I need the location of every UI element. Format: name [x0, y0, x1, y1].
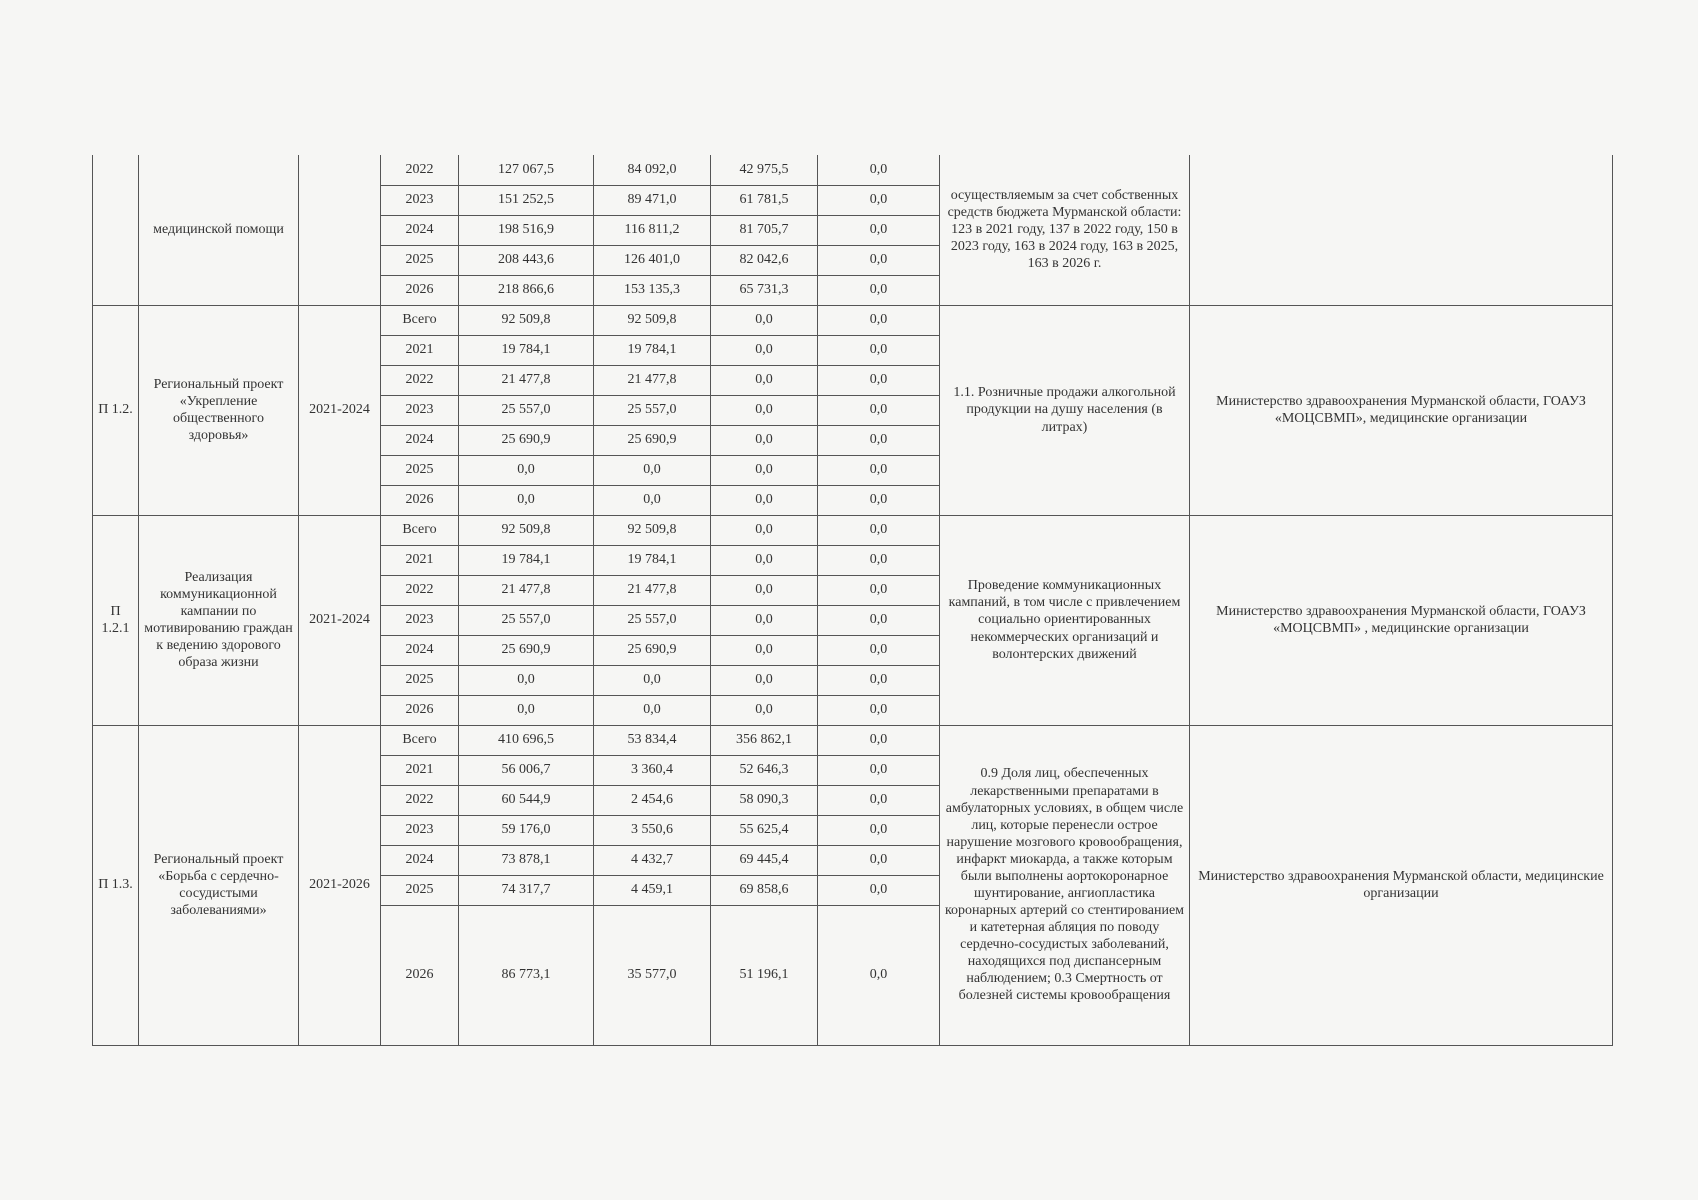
year-cell: 2022 [381, 785, 459, 815]
other-sources-cell: 0,0 [818, 365, 940, 395]
total-cell: 410 696,5 [459, 725, 594, 755]
federal-budget-cell: 42 975,5 [711, 155, 818, 185]
other-sources-cell: 0,0 [818, 545, 940, 575]
federal-budget-cell: 55 625,4 [711, 815, 818, 845]
period-cell: 2021-2024 [299, 305, 381, 515]
total-cell: 21 477,8 [459, 575, 594, 605]
federal-budget-cell: 0,0 [711, 425, 818, 455]
item-name-cell: Реализация коммуникационной кампании по мотивированию граждан к ведению здорового образа жизни [139, 515, 299, 725]
executor-cell: Министерство здравоохранения Мурманской области, ГОАУЗ «МОЦСВМП» , медицинские организации [1190, 515, 1613, 725]
other-sources-cell: 0,0 [818, 725, 940, 755]
executor-cell: Министерство здравоохранения Мурманской области, ГОАУЗ «МОЦСВМП», медицинские организации [1190, 305, 1613, 515]
regional-budget-cell: 0,0 [594, 695, 711, 725]
regional-budget-cell: 153 135,3 [594, 275, 711, 305]
total-cell: 25 557,0 [459, 605, 594, 635]
regional-budget-cell: 92 509,8 [594, 305, 711, 335]
other-sources-cell: 0,0 [818, 215, 940, 245]
year-cell: 2021 [381, 755, 459, 785]
year-cell: 2025 [381, 245, 459, 275]
table-row [93, 155, 1613, 185]
year-cell: 2024 [381, 845, 459, 875]
year-cell: 2023 [381, 395, 459, 425]
year-cell: 2022 [381, 155, 459, 185]
period-cell: 2021-2024 [299, 515, 381, 725]
item-number-cell: П 1.2. [93, 305, 139, 515]
regional-budget-cell: 3 550,6 [594, 815, 711, 845]
other-sources-cell: 0,0 [818, 635, 940, 665]
year-cell: 2022 [381, 365, 459, 395]
total-cell: 0,0 [459, 665, 594, 695]
other-sources-cell: 0,0 [818, 185, 940, 215]
program-table [92, 155, 1613, 1046]
other-sources-cell: 0,0 [818, 815, 940, 845]
other-sources-cell: 0,0 [818, 395, 940, 425]
executor-cell [1190, 155, 1613, 305]
federal-budget-cell: 0,0 [711, 605, 818, 635]
total-cell: 19 784,1 [459, 545, 594, 575]
year-cell: Всего [381, 305, 459, 335]
total-cell: 208 443,6 [459, 245, 594, 275]
other-sources-cell: 0,0 [818, 515, 940, 545]
federal-budget-cell: 65 731,3 [711, 275, 818, 305]
other-sources-cell: 0,0 [818, 305, 940, 335]
federal-budget-cell: 0,0 [711, 575, 818, 605]
other-sources-cell: 0,0 [818, 575, 940, 605]
indicator-cell: 1.1. Розничные продажи алкогольной продукции на душу населения (в литрах) [940, 305, 1190, 515]
federal-budget-cell: 0,0 [711, 515, 818, 545]
total-cell: 21 477,8 [459, 365, 594, 395]
federal-budget-cell: 0,0 [711, 395, 818, 425]
federal-budget-cell: 69 858,6 [711, 875, 818, 905]
indicator-cell: 0.9 Доля лиц, обеспеченных лекарственными препаратами в амбулаторных условиях, в общем числе лиц, которые перенесли острое нарушение мозгового кровообращения, инфаркт миокарда, а также которым были выполнены аортокоронарное шунтирование, ангиопластика коронарных артерий со стентированием и катетерная абляция по поводу сердечно-сосудистых заболеваний, находящихся под диспансерным наблюдением; 0.3 Смертность от болезней системы кровообращения [940, 725, 1190, 1045]
other-sources-cell: 0,0 [818, 245, 940, 275]
year-cell: 2024 [381, 215, 459, 245]
federal-budget-cell: 0,0 [711, 365, 818, 395]
total-cell: 56 006,7 [459, 755, 594, 785]
federal-budget-cell: 58 090,3 [711, 785, 818, 815]
regional-budget-cell: 25 690,9 [594, 425, 711, 455]
total-cell: 25 557,0 [459, 395, 594, 425]
regional-budget-cell: 21 477,8 [594, 575, 711, 605]
total-cell: 0,0 [459, 695, 594, 725]
year-cell: 2023 [381, 185, 459, 215]
total-cell: 151 252,5 [459, 185, 594, 215]
year-cell: 2021 [381, 545, 459, 575]
federal-budget-cell: 0,0 [711, 545, 818, 575]
other-sources-cell: 0,0 [818, 335, 940, 365]
federal-budget-cell: 0,0 [711, 695, 818, 725]
other-sources-cell: 0,0 [818, 755, 940, 785]
federal-budget-cell: 0,0 [711, 665, 818, 695]
total-cell: 73 878,1 [459, 845, 594, 875]
federal-budget-cell: 61 781,5 [711, 185, 818, 215]
total-cell: 218 866,6 [459, 275, 594, 305]
other-sources-cell: 0,0 [818, 455, 940, 485]
federal-budget-cell: 356 862,1 [711, 725, 818, 755]
item-number-cell [93, 155, 139, 305]
regional-budget-cell: 84 092,0 [594, 155, 711, 185]
regional-budget-cell: 25 557,0 [594, 395, 711, 425]
federal-budget-cell: 52 646,3 [711, 755, 818, 785]
table-row [93, 305, 1613, 335]
year-cell: 2026 [381, 695, 459, 725]
total-cell: 25 690,9 [459, 635, 594, 665]
year-cell: 2026 [381, 275, 459, 305]
other-sources-cell: 0,0 [818, 485, 940, 515]
other-sources-cell: 0,0 [818, 875, 940, 905]
other-sources-cell: 0,0 [818, 155, 940, 185]
table-body [93, 155, 1613, 1045]
total-cell: 25 690,9 [459, 425, 594, 455]
federal-budget-cell: 0,0 [711, 455, 818, 485]
year-cell: 2026 [381, 485, 459, 515]
year-cell: Всего [381, 515, 459, 545]
item-number-cell: П 1.2.1 [93, 515, 139, 725]
year-cell: 2025 [381, 875, 459, 905]
other-sources-cell: 0,0 [818, 605, 940, 635]
indicator-cell: Проведение коммуникационных кампаний, в том числе с привлечением социально ориентированных некоммерческих организаций и волонтерских движений [940, 515, 1190, 725]
item-name-cell: Региональный проект «Укрепление общественного здоровья» [139, 305, 299, 515]
regional-budget-cell: 53 834,4 [594, 725, 711, 755]
other-sources-cell: 0,0 [818, 905, 940, 1045]
regional-budget-cell: 4 459,1 [594, 875, 711, 905]
regional-budget-cell: 2 454,6 [594, 785, 711, 815]
total-cell: 0,0 [459, 455, 594, 485]
regional-budget-cell: 25 690,9 [594, 635, 711, 665]
total-cell: 74 317,7 [459, 875, 594, 905]
federal-budget-cell: 0,0 [711, 635, 818, 665]
year-cell: 2025 [381, 455, 459, 485]
year-cell: 2025 [381, 665, 459, 695]
regional-budget-cell: 0,0 [594, 665, 711, 695]
year-cell: 2024 [381, 635, 459, 665]
indicator-cell: осуществляемым за счет собственных средств бюджета Мурманской области: 123 в 2021 году, 137 в 2022 году, 150 в 2023 году, 163 в 2024 году, 163 в 2025, 163 в 2026 г. [940, 155, 1190, 305]
year-cell: Всего [381, 725, 459, 755]
regional-budget-cell: 19 784,1 [594, 545, 711, 575]
other-sources-cell: 0,0 [818, 665, 940, 695]
year-cell: 2024 [381, 425, 459, 455]
item-number-cell: П 1.3. [93, 725, 139, 1045]
total-cell: 0,0 [459, 485, 594, 515]
table-row [93, 515, 1613, 545]
federal-budget-cell: 0,0 [711, 305, 818, 335]
year-cell: 2026 [381, 905, 459, 1045]
total-cell: 198 516,9 [459, 215, 594, 245]
regional-budget-cell: 19 784,1 [594, 335, 711, 365]
federal-budget-cell: 82 042,6 [711, 245, 818, 275]
total-cell: 59 176,0 [459, 815, 594, 845]
other-sources-cell: 0,0 [818, 695, 940, 725]
total-cell: 127 067,5 [459, 155, 594, 185]
total-cell: 19 784,1 [459, 335, 594, 365]
period-cell [299, 155, 381, 305]
federal-budget-cell: 0,0 [711, 335, 818, 365]
other-sources-cell: 0,0 [818, 785, 940, 815]
regional-budget-cell: 25 557,0 [594, 605, 711, 635]
year-cell: 2021 [381, 335, 459, 365]
year-cell: 2023 [381, 815, 459, 845]
item-name-cell: медицинской помощи [139, 155, 299, 305]
other-sources-cell: 0,0 [818, 845, 940, 875]
total-cell: 60 544,9 [459, 785, 594, 815]
year-cell: 2022 [381, 575, 459, 605]
regional-budget-cell: 116 811,2 [594, 215, 711, 245]
item-name-cell: Региональный проект «Борьба с сердечно-сосудистыми заболеваниями» [139, 725, 299, 1045]
other-sources-cell: 0,0 [818, 275, 940, 305]
table-row [93, 725, 1613, 755]
executor-cell: Министерство здравоохранения Мурманской области, медицинские организации [1190, 725, 1613, 1045]
regional-budget-cell: 4 432,7 [594, 845, 711, 875]
regional-budget-cell: 92 509,8 [594, 515, 711, 545]
total-cell: 92 509,8 [459, 515, 594, 545]
federal-budget-cell: 51 196,1 [711, 905, 818, 1045]
regional-budget-cell: 3 360,4 [594, 755, 711, 785]
total-cell: 86 773,1 [459, 905, 594, 1045]
federal-budget-cell: 0,0 [711, 485, 818, 515]
regional-budget-cell: 0,0 [594, 455, 711, 485]
regional-budget-cell: 0,0 [594, 485, 711, 515]
regional-budget-cell: 89 471,0 [594, 185, 711, 215]
total-cell: 92 509,8 [459, 305, 594, 335]
regional-budget-cell: 21 477,8 [594, 365, 711, 395]
regional-budget-cell: 35 577,0 [594, 905, 711, 1045]
year-cell: 2023 [381, 605, 459, 635]
federal-budget-cell: 81 705,7 [711, 215, 818, 245]
regional-budget-cell: 126 401,0 [594, 245, 711, 275]
federal-budget-cell: 69 445,4 [711, 845, 818, 875]
other-sources-cell: 0,0 [818, 425, 940, 455]
period-cell: 2021-2026 [299, 725, 381, 1045]
